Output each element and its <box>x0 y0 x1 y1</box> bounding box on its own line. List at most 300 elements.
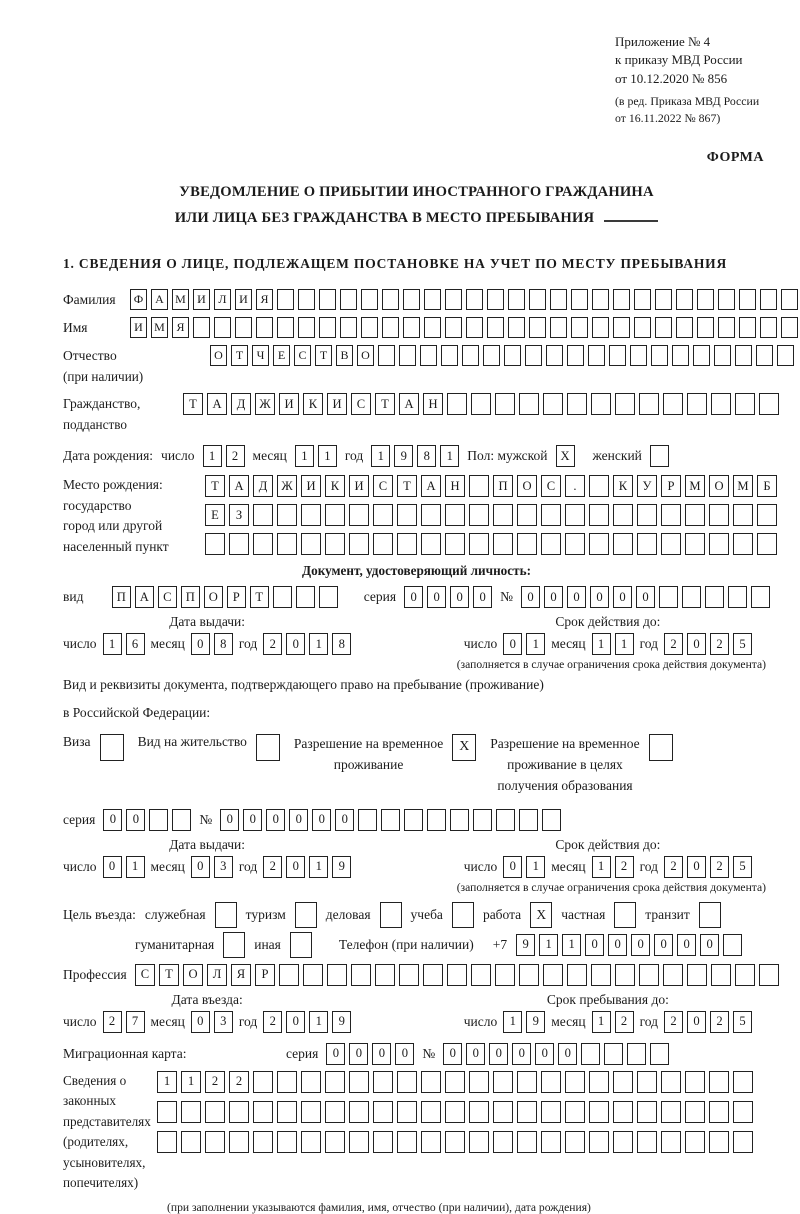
expiry-note: (заполняется в случае ограничения срока действия документа) <box>456 658 766 672</box>
char-cell: Т <box>250 586 269 608</box>
birth-place-cells <box>205 475 777 557</box>
char-cell: 0 <box>191 1011 210 1033</box>
char-cell <box>541 1131 561 1153</box>
identity-doc-dates <box>63 614 770 655</box>
citizenship-row <box>63 393 770 435</box>
day-label: число <box>161 448 195 464</box>
option-visa-label: Виза <box>63 733 91 749</box>
identity-doc-heading: Документ, удостоверяющий личность: <box>302 563 531 579</box>
char-cell <box>253 1131 273 1153</box>
char-cell: Л <box>214 289 231 310</box>
char-cell: Т <box>315 345 332 366</box>
char-cell <box>613 289 630 310</box>
char-cell <box>279 964 299 986</box>
visit-purpose-label: Цель въезда: <box>63 906 136 922</box>
option-visa-checkbox <box>100 734 124 761</box>
option-temp-residence-education <box>490 734 672 797</box>
sex-female-label: женский <box>592 448 642 464</box>
edition-line: от 16.11.2022 № 867) <box>615 111 721 126</box>
char-cell <box>421 504 441 526</box>
char-cell <box>469 1101 489 1123</box>
blank-underline <box>604 207 658 222</box>
char-cell <box>709 533 729 555</box>
char-cell <box>301 1071 321 1093</box>
char-cell: И <box>301 475 321 497</box>
birth-day-cells <box>203 445 245 467</box>
char-cell <box>424 289 441 310</box>
char-cell <box>781 317 798 338</box>
char-cell <box>452 902 474 928</box>
title-line-2: ИЛИ ЛИЦА БЕЗ ГРАЖДАНСТВА В МЕСТО ПРЕБЫВАНИЯ <box>63 205 770 231</box>
char-cell <box>543 964 563 986</box>
purpose-private-label: частная <box>561 906 606 922</box>
char-cell <box>687 964 707 986</box>
residence-number-cells <box>220 809 561 831</box>
form-label: ФОРМА <box>706 149 764 165</box>
char-cell <box>349 1131 369 1153</box>
char-cell: 0 <box>266 809 285 831</box>
char-cell <box>517 1101 537 1123</box>
char-cell: 1 <box>562 934 581 956</box>
char-cell: А <box>421 475 441 497</box>
char-cell <box>327 964 347 986</box>
char-cell: М <box>172 289 189 310</box>
char-cell <box>301 1131 321 1153</box>
char-cell <box>525 345 542 366</box>
month-label: месяц <box>551 858 586 874</box>
char-cell: 2 <box>226 445 245 467</box>
char-cell <box>325 1131 345 1153</box>
month-label: месяц <box>150 636 185 652</box>
char-cell <box>709 1131 729 1153</box>
char-cell: 7 <box>126 1011 145 1033</box>
char-cell: Р <box>661 475 681 497</box>
char-cell <box>375 964 395 986</box>
char-cell: И <box>327 393 347 415</box>
purpose-other-label: иная <box>254 936 281 952</box>
char-cell <box>589 1071 609 1093</box>
char-cell <box>655 289 672 310</box>
purpose-official-checkbox <box>215 902 237 928</box>
residence-doc-options <box>63 734 770 797</box>
char-cell: 0 <box>372 1043 391 1065</box>
char-cell: 2 <box>664 633 683 655</box>
char-cell: 1 <box>309 633 328 655</box>
char-cell: Р <box>227 586 246 608</box>
char-cell: 2 <box>205 1071 225 1093</box>
char-cell <box>296 586 315 608</box>
char-cell <box>277 1131 297 1153</box>
char-cell <box>340 289 357 310</box>
char-cell <box>565 1131 585 1153</box>
char-cell: 1 <box>309 1011 328 1033</box>
char-cell: 8 <box>332 633 351 655</box>
char-cell <box>517 1071 537 1093</box>
char-cell: П <box>181 586 200 608</box>
phone-cells <box>516 934 742 956</box>
birth-place-row-3 <box>205 533 777 555</box>
char-cell <box>319 586 338 608</box>
year-label: год <box>344 448 364 464</box>
char-cell <box>508 317 525 338</box>
month-label: месяц <box>551 636 586 652</box>
char-cell <box>100 734 124 761</box>
char-cell <box>663 393 683 415</box>
char-cell <box>550 289 567 310</box>
char-cell: 2 <box>710 633 729 655</box>
char-cell <box>581 1043 600 1065</box>
char-cell <box>615 964 635 986</box>
char-cell: О <box>517 475 537 497</box>
char-cell <box>613 1131 633 1153</box>
char-cell <box>301 504 321 526</box>
char-cell: 8 <box>214 633 233 655</box>
char-cell <box>567 393 587 415</box>
char-cell <box>340 317 357 338</box>
char-cell <box>493 1071 513 1093</box>
char-cell <box>685 1101 705 1123</box>
char-cell: Ж <box>255 393 275 415</box>
section1-heading: 1. СВЕДЕНИЯ О ЛИЦЕ, ПОДЛЕЖАЩЕМ ПОСТАНОВКЕ НА УЧЕТ ПО МЕСТУ ПРЕБЫВАНИЯ <box>63 256 728 272</box>
purpose-work-label: работа <box>482 906 522 922</box>
char-cell: 0 <box>466 1043 485 1065</box>
day-label: число <box>63 636 97 652</box>
char-cell <box>672 345 689 366</box>
char-cell <box>447 964 467 986</box>
char-cell <box>588 345 605 366</box>
char-cell <box>403 317 420 338</box>
char-cell <box>149 809 168 831</box>
char-cell <box>760 317 777 338</box>
option-temp-residence-education-checkbox <box>649 734 673 761</box>
char-cell <box>735 345 752 366</box>
char-cell: 0 <box>608 934 627 956</box>
char-cell: 3 <box>214 856 233 878</box>
char-cell <box>450 809 469 831</box>
until-day-cells <box>503 1011 545 1033</box>
edition-line: (в ред. Приказа МВД России <box>615 94 760 109</box>
patronymic-row <box>63 345 770 387</box>
char-cell: 1 <box>526 633 545 655</box>
char-cell <box>469 1131 489 1153</box>
char-cell: 2 <box>664 856 683 878</box>
char-cell <box>733 504 753 526</box>
representatives-label: Сведения о законных представителях (родителях, усыновителях, попечителях) <box>63 1072 151 1191</box>
char-cell <box>592 317 609 338</box>
char-cell <box>277 289 294 310</box>
char-cell: М <box>685 475 705 497</box>
char-cell <box>591 964 611 986</box>
char-cell: 0 <box>567 586 586 608</box>
char-cell: 0 <box>489 1043 508 1065</box>
char-cell <box>424 317 441 338</box>
char-cell <box>462 345 479 366</box>
char-cell: 1 <box>318 445 337 467</box>
char-cell <box>277 1071 297 1093</box>
char-cell: И <box>279 393 299 415</box>
option-temp-residence-checkbox <box>452 734 476 761</box>
char-cell <box>445 533 465 555</box>
char-cell <box>404 809 423 831</box>
char-cell: 0 <box>687 856 706 878</box>
char-cell <box>756 345 773 366</box>
identity-doc-row <box>63 586 770 608</box>
expiry-day-cells <box>503 856 545 878</box>
char-cell <box>373 1101 393 1123</box>
issue-date-group <box>63 837 351 878</box>
purpose-work-checkbox <box>530 902 552 928</box>
char-cell: Р <box>255 964 275 986</box>
char-cell: 0 <box>558 1043 577 1065</box>
char-cell: 1 <box>592 856 611 878</box>
entry-day-cells <box>103 1011 145 1033</box>
char-cell <box>735 964 755 986</box>
char-cell: 1 <box>440 445 459 467</box>
char-cell <box>290 932 312 958</box>
char-cell <box>382 289 399 310</box>
char-cell <box>378 345 395 366</box>
char-cell <box>469 504 489 526</box>
char-cell <box>298 289 315 310</box>
char-cell: 0 <box>590 586 609 608</box>
char-cell <box>709 504 729 526</box>
char-cell <box>697 317 714 338</box>
expiry-year-cells <box>664 856 752 878</box>
birth-place-block <box>63 475 770 557</box>
purpose-business-checkbox <box>380 902 402 928</box>
char-cell: С <box>541 475 561 497</box>
char-cell <box>637 1131 657 1153</box>
char-cell <box>508 289 525 310</box>
char-cell <box>229 533 249 555</box>
char-cell <box>614 902 636 928</box>
char-cell <box>699 902 721 928</box>
char-cell <box>427 809 446 831</box>
char-cell <box>542 809 561 831</box>
char-cell: З <box>229 504 249 526</box>
purpose-official-label: служебная <box>144 906 206 922</box>
char-cell <box>682 586 701 608</box>
representatives-block <box>63 1071 770 1194</box>
visit-purpose-row-1 <box>63 902 770 928</box>
expiry-date-group <box>464 614 752 655</box>
char-cell <box>381 809 400 831</box>
birth-place-row-2 <box>205 504 777 526</box>
char-cell <box>420 345 437 366</box>
char-cell: 0 <box>585 934 604 956</box>
char-cell: К <box>303 393 323 415</box>
purpose-study-checkbox <box>452 902 474 928</box>
char-cell: 0 <box>286 633 305 655</box>
purpose-private-checkbox <box>614 902 636 928</box>
char-cell <box>728 586 747 608</box>
char-cell <box>589 504 609 526</box>
char-cell <box>565 533 585 555</box>
month-label: месяц <box>150 1013 185 1029</box>
year-label: год <box>639 858 658 874</box>
char-cell: Т <box>375 393 395 415</box>
year-label: год <box>639 1013 658 1029</box>
issue-date-heading: Дата выдачи: <box>169 614 246 630</box>
char-cell: 0 <box>335 809 354 831</box>
char-cell: 1 <box>592 633 611 655</box>
char-cell <box>399 964 419 986</box>
doc-number-label: № <box>500 589 513 605</box>
char-cell: 0 <box>427 586 446 608</box>
expiry-date-heading: Срок действия до: <box>555 836 661 852</box>
char-cell <box>399 345 416 366</box>
char-cell <box>541 1101 561 1123</box>
char-cell <box>325 533 345 555</box>
char-cell: О <box>357 345 374 366</box>
char-cell <box>325 1071 345 1093</box>
migration-card-label: Миграционная карта: <box>63 1045 187 1061</box>
char-cell <box>495 964 515 986</box>
char-cell: 0 <box>521 586 540 608</box>
stay-dates <box>63 992 770 1033</box>
char-cell <box>157 1101 177 1123</box>
char-cell: Ж <box>277 475 297 497</box>
char-cell <box>277 504 297 526</box>
char-cell <box>735 393 755 415</box>
char-cell: М <box>733 475 753 497</box>
char-cell: X <box>452 734 476 761</box>
char-cell: 9 <box>332 856 351 878</box>
char-cell: Я <box>256 289 273 310</box>
char-cell <box>181 1101 201 1123</box>
char-cell <box>469 475 489 497</box>
char-cell <box>709 1071 729 1093</box>
appendix-line: к приказу МВД России <box>615 52 743 68</box>
char-cell <box>659 586 678 608</box>
char-cell <box>571 289 588 310</box>
char-cell: 0 <box>289 809 308 831</box>
char-cell: 0 <box>395 1043 414 1065</box>
char-cell <box>253 533 273 555</box>
char-cell <box>421 1071 441 1093</box>
patronymic-cells <box>210 345 794 366</box>
char-cell: И <box>193 289 210 310</box>
char-cell <box>351 964 371 986</box>
char-cell <box>349 1071 369 1093</box>
char-cell: Н <box>445 475 465 497</box>
char-cell <box>661 504 681 526</box>
char-cell <box>397 533 417 555</box>
entry-date-group <box>63 992 351 1033</box>
char-cell <box>519 393 539 415</box>
char-cell <box>445 317 462 338</box>
char-cell: Е <box>273 345 290 366</box>
char-cell <box>172 809 191 831</box>
surname-row <box>63 289 770 311</box>
char-cell: И <box>130 317 147 338</box>
char-cell <box>445 504 465 526</box>
option-residence-permit-checkbox <box>256 734 280 761</box>
char-cell <box>541 504 561 526</box>
char-cell <box>541 533 561 555</box>
char-cell <box>567 345 584 366</box>
char-cell <box>403 289 420 310</box>
char-cell: С <box>373 475 393 497</box>
char-cell <box>517 533 537 555</box>
issue-year-cells <box>263 633 351 655</box>
char-cell <box>609 345 626 366</box>
char-cell <box>711 393 731 415</box>
char-cell: Д <box>253 475 273 497</box>
char-cell: Я <box>231 964 251 986</box>
migration-number-label: № <box>422 1045 436 1061</box>
char-cell: 0 <box>503 856 522 878</box>
char-cell: 1 <box>126 856 145 878</box>
char-cell: 8 <box>417 445 436 467</box>
char-cell: Ф <box>130 289 147 310</box>
char-cell <box>693 345 710 366</box>
char-cell <box>685 1131 705 1153</box>
purpose-transit-checkbox <box>699 902 721 928</box>
char-cell: 0 <box>326 1043 345 1065</box>
char-cell <box>687 393 707 415</box>
char-cell <box>592 289 609 310</box>
char-cell: 9 <box>332 1011 351 1033</box>
birth-place-row-1 <box>205 475 777 497</box>
char-cell <box>733 1071 753 1093</box>
expiry-day-cells <box>503 633 545 655</box>
char-cell: П <box>112 586 131 608</box>
entry-year-cells <box>263 1011 351 1033</box>
char-cell: 0 <box>687 633 706 655</box>
birth-date-label: Дата рождения: <box>63 448 154 464</box>
char-cell <box>517 1131 537 1153</box>
stay-until-heading: Срок пребывания до: <box>546 991 669 1007</box>
char-cell: 0 <box>687 1011 706 1033</box>
until-year-cells <box>664 1011 752 1033</box>
doc-type-label: вид <box>63 589 84 605</box>
char-cell: 1 <box>103 633 122 655</box>
char-cell <box>325 1101 345 1123</box>
char-cell: 9 <box>394 445 413 467</box>
char-cell <box>256 734 280 761</box>
char-cell <box>733 1131 753 1153</box>
appendix-line: Приложение № 4 <box>615 34 711 49</box>
char-cell <box>319 317 336 338</box>
doc-type-cells <box>112 586 338 608</box>
char-cell <box>273 586 292 608</box>
char-cell <box>277 317 294 338</box>
char-cell <box>229 1131 249 1153</box>
char-cell: Е <box>205 504 225 526</box>
char-cell <box>637 1071 657 1093</box>
char-cell <box>487 289 504 310</box>
edition-note <box>615 93 770 127</box>
profession-cells <box>135 964 779 986</box>
char-cell <box>380 902 402 928</box>
char-cell: К <box>325 475 345 497</box>
char-cell: А <box>399 393 419 415</box>
purpose-business-label: деловая <box>325 906 371 922</box>
char-cell <box>751 586 770 608</box>
char-cell <box>495 393 515 415</box>
char-cell <box>661 1071 681 1093</box>
citizenship-sublabel: подданство <box>63 417 127 433</box>
char-cell <box>483 345 500 366</box>
char-cell: 5 <box>733 1011 752 1033</box>
char-cell <box>466 289 483 310</box>
char-cell <box>349 533 369 555</box>
char-cell <box>193 317 210 338</box>
char-cell <box>493 504 513 526</box>
char-cell <box>630 345 647 366</box>
char-cell: С <box>135 964 155 986</box>
